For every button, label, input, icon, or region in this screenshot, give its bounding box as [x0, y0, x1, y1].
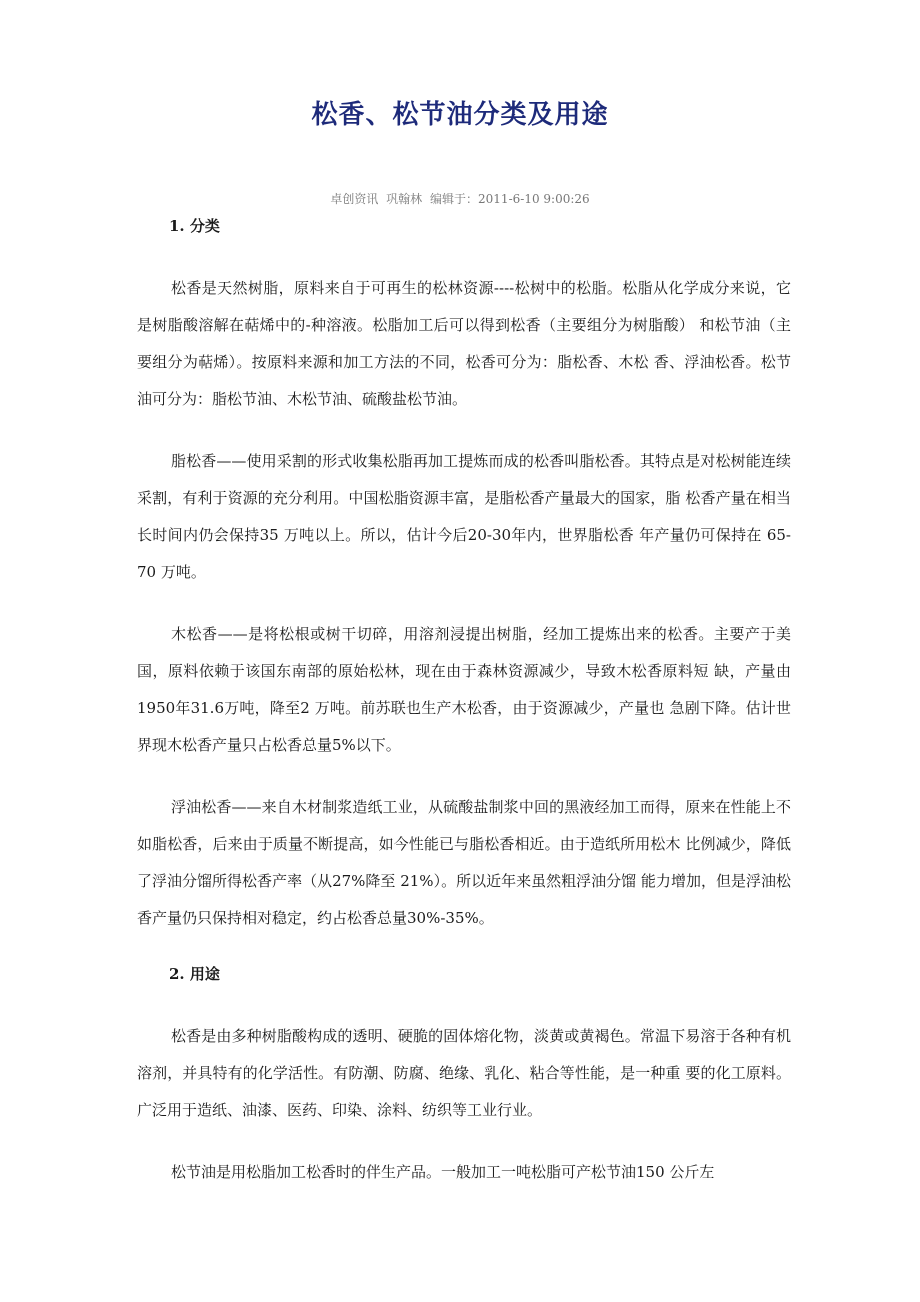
- paragraph-tall-oil-rosin: 浮油松香——来自木材制浆造纸工业，从硫酸盐制浆中回的黑液经加工而得，原来在性能上不如脂松香，后来由于质量不断提高，如今性能已与脂松香相近。由于造纸所用松木 比例减少，降低了浮油分馏所得松香产率（从27%降至 21%）。所以近年来虽然粗浮油分馏 能力增加，但是浮油松香产量仍只保持相对稳定，约占松香总量30%-35%。: [137, 798, 791, 927]
- meta-author: 巩翰林: [386, 192, 423, 206]
- paragraph-wood-rosin: 木松香——是将松根或树干切碎，用溶剂浸提出树脂，经加工提炼出来的松香。主要产于美国，原料依赖于该国东南部的原始松林，现在由于森林资源减少，导致木松香原料短 缺，产量由1950年31.6万吨，降至2 万吨。前苏联也生产木松香，由于资源减少，产量也 急剧下降。估计世界现木松香产量只占松香总量5%以下。: [137, 625, 791, 754]
- meta-edited-label: 编辑于：: [430, 192, 479, 206]
- paragraph-rosin-intro: 松香是天然树脂，原料来自于可再生的松林资源----松树中的松脂。松脂从化学成分来说，它是树脂酸溶解在萜烯中的-种溶液。松脂加工后可以得到松香（主要组分为树脂酸） 和松节油（主要组分为萜烯）。按原料来源和加工方法的不同，松香可分为：脂松香、木松 香、浮油松香。松节油可分为：脂松节油、木松节油、硫酸盐松节油。: [137, 279, 791, 408]
- section-heading-classification: 1. 分类: [169, 217, 220, 235]
- meta-source: 卓创资讯: [330, 192, 379, 206]
- meta-datetime: 2011-6-10 9:00:26: [478, 192, 590, 206]
- article-title: 松香、松节油分类及用途: [311, 100, 609, 130]
- paragraph-turpentine: 松节油是用松脂加工松香时的伴生产品。一般加工一吨松脂可产松节油150 公斤左: [171, 1163, 715, 1181]
- article-meta: [0, 190, 920, 207]
- paragraph-gum-rosin: 脂松香——使用采割的形式收集松脂再加工提炼而成的松香叫脂松香。其特点是对松树能连续采割，有利于资源的充分利用。中国松脂资源丰富，是脂松香产量最大的国家，脂 松香产量在相当长时间内仍会保持35 万吨以上。所以，估计今后20-30年内，世界脂松香 年产量仍可保持在 65-70 万吨。: [137, 452, 791, 581]
- paragraph-rosin-uses: 松香是由多种树脂酸构成的透明、硬脆的固体熔化物，淡黄或黄褐色。常温下易溶于各种有机溶剂，并具特有的化学活性。有防潮、防腐、绝缘、乳化、粘合等性能，是一种重 要的化工原料。广泛用于造纸、油漆、医药、印染、涂料、纺织等工业行业。: [137, 1027, 791, 1119]
- section-heading-uses: 2. 用途: [169, 965, 220, 983]
- article-body: [137, 214, 791, 1191]
